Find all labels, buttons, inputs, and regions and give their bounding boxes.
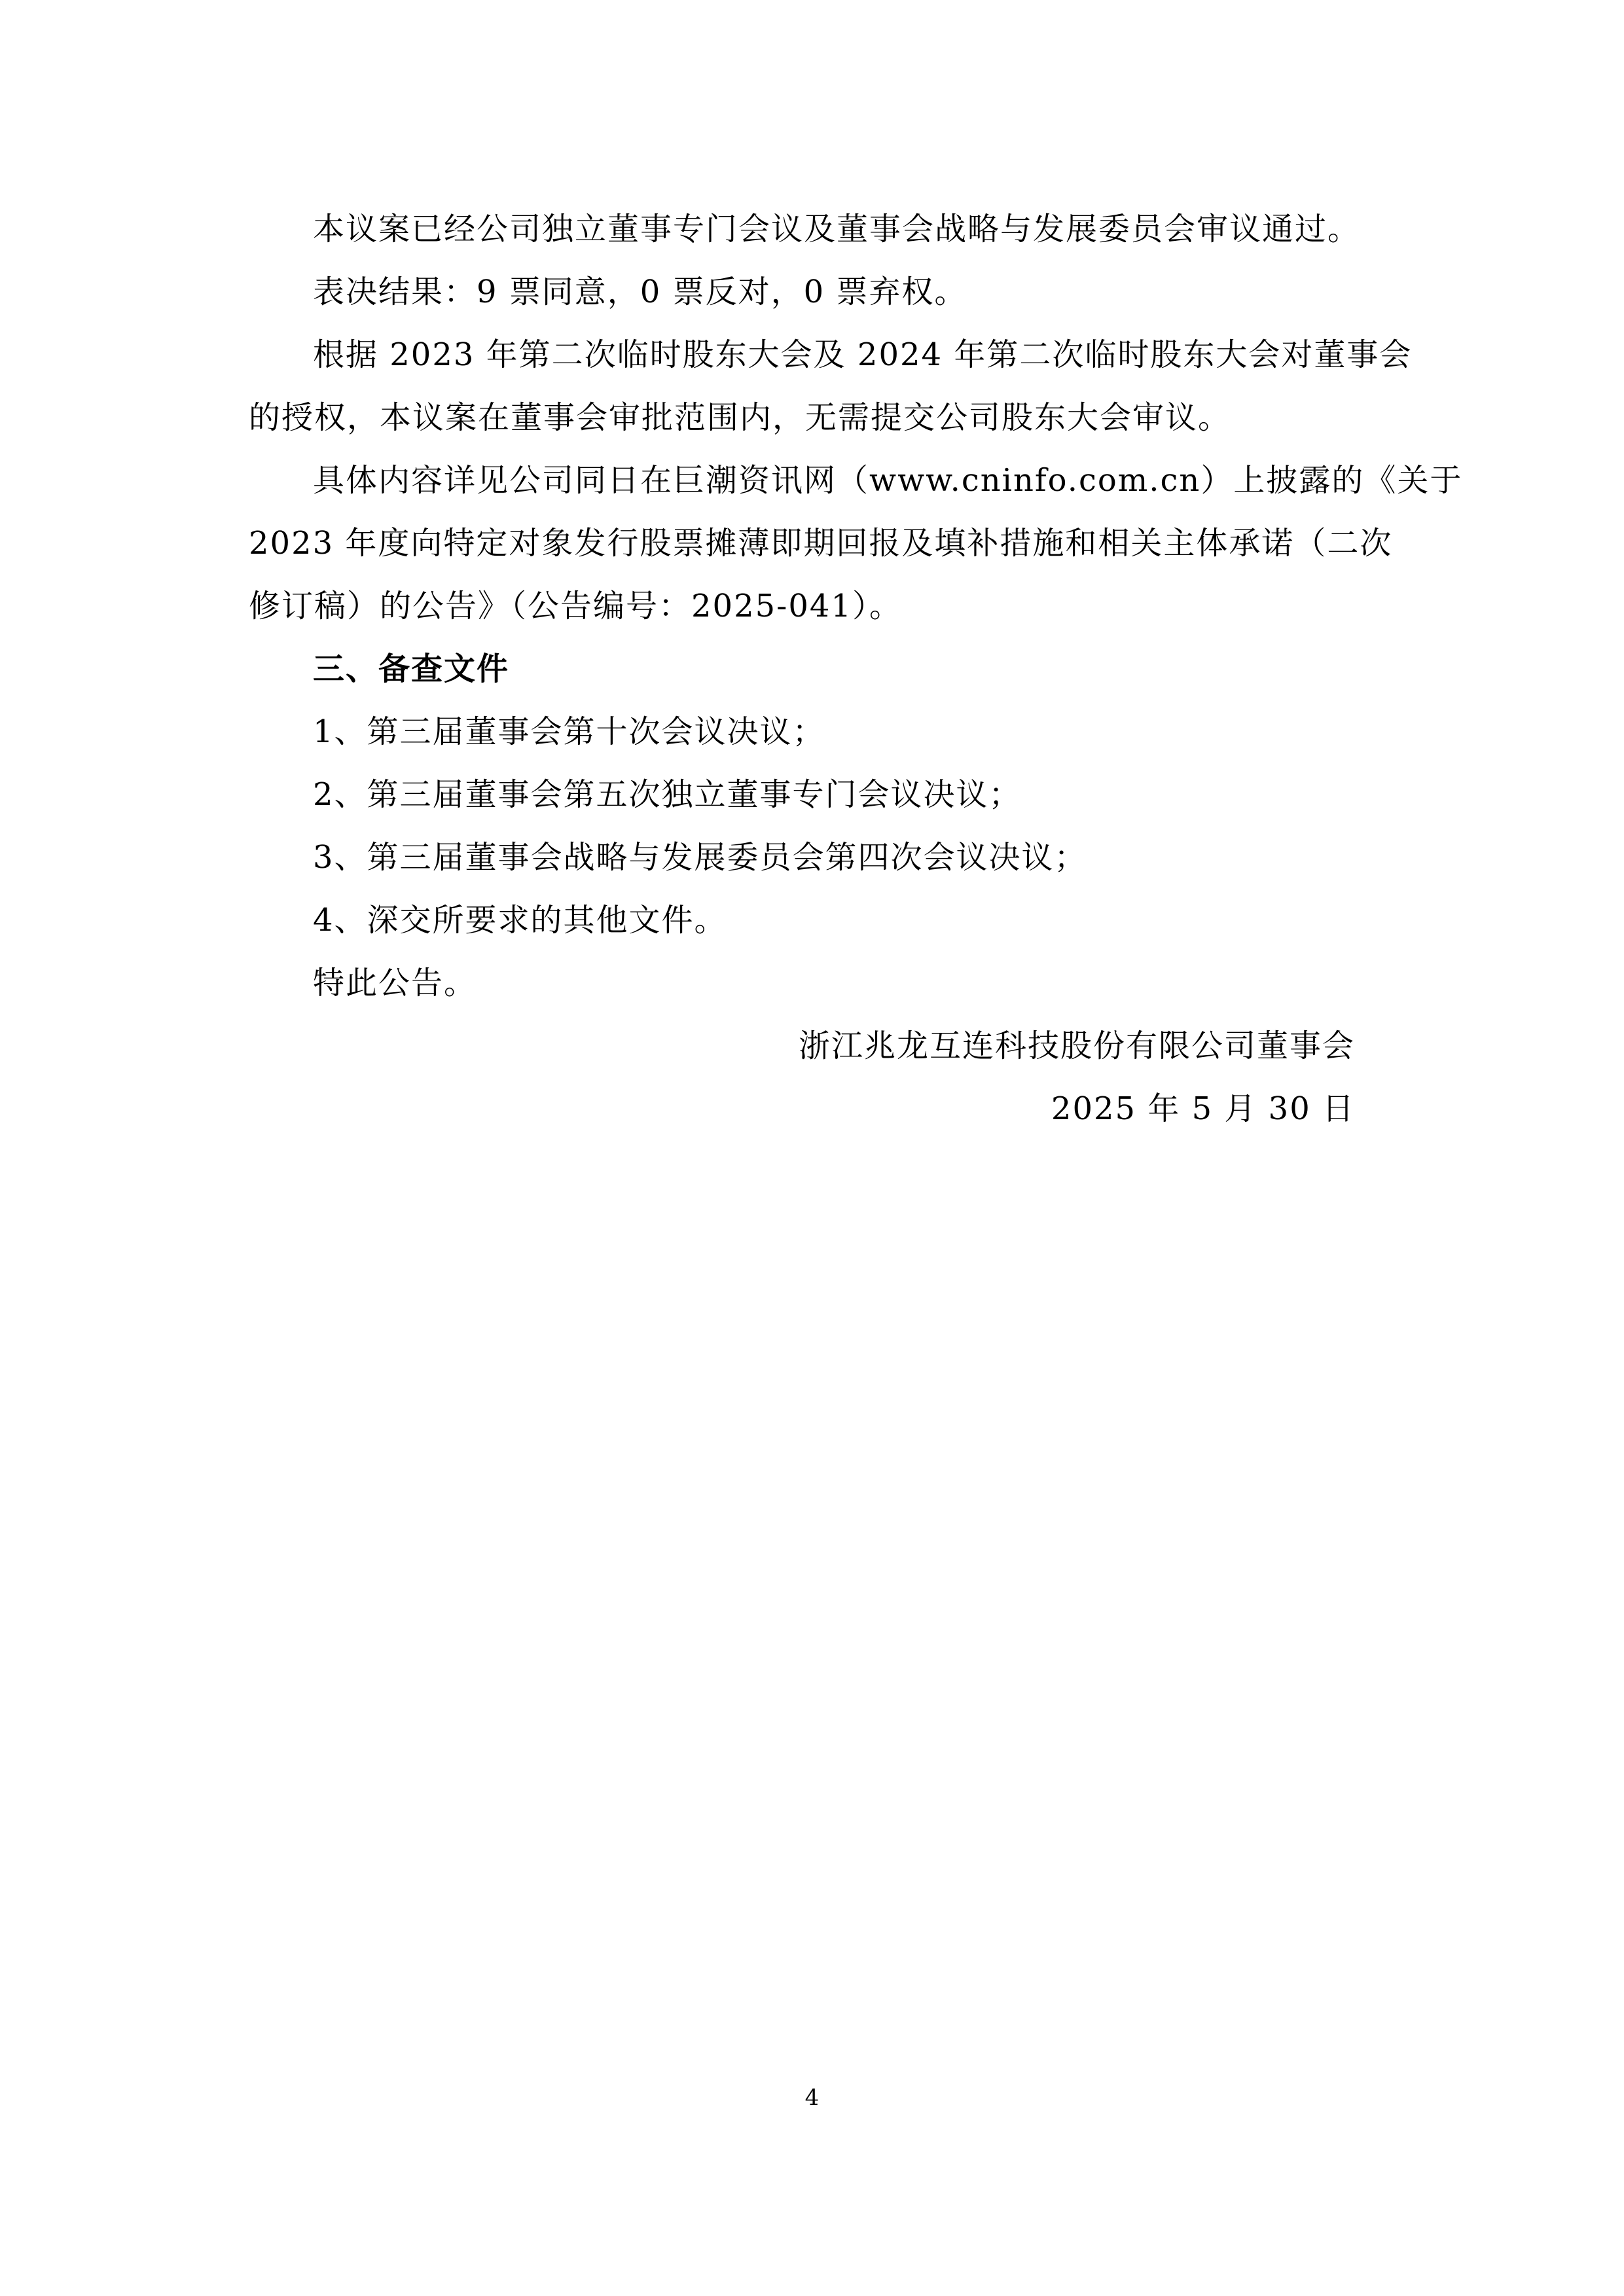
closing-statement: 特此公告。 xyxy=(313,965,477,1001)
paragraph-details-line-3: 修订稿）的公告》（公告编号：2025-041）。 xyxy=(249,588,902,624)
reference-item-2: 2、第三届董事会第五次独立董事专门会议决议； xyxy=(313,776,1022,813)
paragraph-details-line-1: 具体内容详见公司同日在巨潮资讯网（www.cninfo.com.cn）上披露的《关于 xyxy=(313,462,1463,499)
paragraph-voting-result: 表决结果：9 票同意，0 票反对，0 票弃权。 xyxy=(313,274,967,310)
paragraph-authorization-line-1: 根据 2023 年第二次临时股东大会及 2024 年第二次临时股东大会对董事会 xyxy=(313,336,1413,373)
section-heading: 三、备查文件 xyxy=(313,651,510,687)
page-number: 4 xyxy=(804,2085,820,2111)
paragraph-authorization-line-2: 的授权，本议案在董事会审批范围内，无需提交公司股东大会审议。 xyxy=(249,399,1231,436)
paragraph-review-approval: 本议案已经公司独立董事专门会议及董事会战略与发展委员会审议通过。 xyxy=(313,211,1361,247)
paragraph-details-line-2: 2023 年度向特定对象发行股票摊薄即期回报及填补措施和相关主体承诺（二次 xyxy=(249,525,1393,562)
reference-item-4: 4、深交所要求的其他文件。 xyxy=(313,902,727,939)
reference-item-3: 3、第三届董事会战略与发展委员会第四次会议决议； xyxy=(313,839,1087,876)
signature-date: 2025 年 5 月 30 日 xyxy=(1051,1090,1355,1127)
signature-company: 浙江兆龙互连科技股份有限公司董事会 xyxy=(798,1028,1355,1064)
reference-item-1: 1、第三届董事会第十次会议决议； xyxy=(313,713,825,750)
